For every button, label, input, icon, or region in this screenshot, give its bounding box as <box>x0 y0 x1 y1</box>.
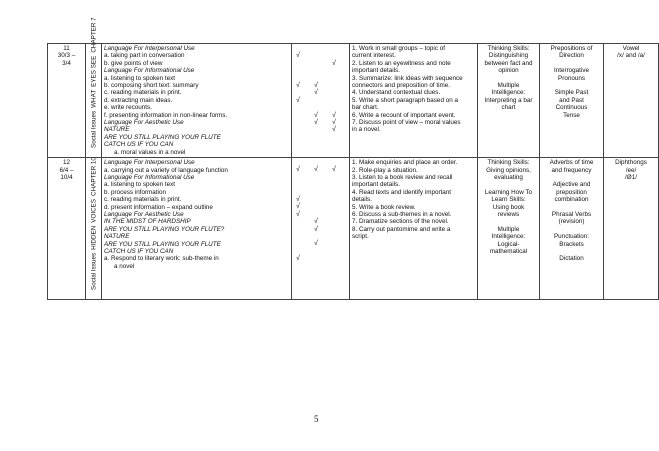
activity-line: 2. Role-play a situation. <box>352 166 418 174</box>
activity-line: 2. Listen to an eyewitness and note <box>352 59 451 67</box>
activity-line: important details. <box>352 181 400 189</box>
activity-line: 4. Understand contextual clues. <box>352 89 441 97</box>
check-mark-icon: √ <box>332 126 336 134</box>
skill-line: Using book <box>492 203 525 211</box>
grammar-line: Adjective and <box>552 181 591 189</box>
learning-outcome-line: f. presenting information in non-linear forms. <box>104 111 228 119</box>
skill-line: Interpreting a bar <box>484 96 533 104</box>
grammar-line: (revision) <box>558 218 585 226</box>
activity-line: 7. Discuss point of view – moral values <box>352 119 461 127</box>
skills-cell <box>478 44 540 158</box>
sound-system-cell <box>604 158 659 300</box>
learning-outcome-line: b. give points of view <box>104 59 163 67</box>
learning-outcome-line: a. listening to spoken text <box>104 181 176 189</box>
theme-vertical-text <box>90 14 97 148</box>
grammar-line <box>542 226 601 233</box>
week-line: 3/4 <box>62 59 71 67</box>
theme-part: EYES SEE <box>90 55 97 87</box>
skill-line: Distinguishing <box>488 52 529 60</box>
activity-line: 1. Work in small groups – topic of <box>352 45 445 52</box>
grammar-line: Simple Past <box>554 89 589 97</box>
activity-line: 3. Listen to a book review and recall <box>352 173 453 181</box>
learning-outcome-line: a. taking part in conversation <box>104 52 185 60</box>
activity-line: important details. <box>352 67 400 75</box>
activity-line: current interest. <box>352 52 396 60</box>
learning-outcome-line: Language For Aesthetic Use <box>104 210 184 218</box>
theme-cell <box>86 158 102 300</box>
activity-line: 5. Write a book review. <box>352 203 416 211</box>
learning-outcome-line: b. composing short text: summary <box>104 82 199 90</box>
learning-outcome-line: IN THE MIDST OF HARDSHIP <box>104 218 191 226</box>
grammar-line <box>542 174 601 181</box>
learning-outcome-line: a. moral values in a novel <box>114 148 186 156</box>
activity-line: in a novel. <box>352 126 381 134</box>
sound-line: /x/ and /a/ <box>617 52 645 60</box>
learning-outcome-line: a. listening to spoken text <box>104 74 176 82</box>
activity-line: 4. Read texts and identify important <box>352 188 452 196</box>
skill-line: mathematical <box>489 247 528 255</box>
learning-outcome-line: CATCH US IF YOU CAN <box>104 141 174 149</box>
theme-part: WHAT <box>90 89 97 108</box>
check-mark-icon: √ <box>296 196 300 204</box>
skill-line: opinion <box>498 67 519 75</box>
grammar-cell <box>540 44 604 158</box>
activity-line: 6. Discuss a sub-themes in a novel. <box>352 210 452 218</box>
skill-line: reviews <box>497 210 520 218</box>
skill-line: between fact and <box>484 59 533 67</box>
theme-part: CHAPTER 7 <box>90 17 97 53</box>
sound-system-cell <box>604 44 659 158</box>
learning-outcome-line: ARE YOU STILL PLAYING YOUR FLUTE? <box>104 225 225 233</box>
grammar-line <box>542 60 601 67</box>
activities-cell <box>350 158 478 300</box>
check-mark-icon: √ <box>296 52 300 60</box>
grammar-line: Prepositions of <box>550 45 593 52</box>
check-mark-icon: √ <box>314 82 318 89</box>
learning-outcome-line: a. carrying out a variety of language function <box>104 166 228 174</box>
learning-outcomes-cell <box>102 158 292 300</box>
grammar-line: Adverbs of time <box>549 159 594 167</box>
scheme-of-work-table <box>47 17 659 300</box>
check-mark-icon: √ <box>296 96 300 104</box>
skills-cell <box>478 158 540 300</box>
week-line: 12 <box>62 159 70 167</box>
check-mark-icon: √ <box>332 111 336 119</box>
grammar-line <box>542 82 601 89</box>
check-mark-icon: √ <box>332 59 336 67</box>
skill-line: Learning How To <box>484 188 533 196</box>
theme-part: VOICES <box>90 199 97 223</box>
check-mark-icon: √ <box>296 203 300 211</box>
check-mark-icon: √ <box>314 111 318 119</box>
theme-part: Social Issues <box>90 252 97 291</box>
grammar-line: Pronouns <box>558 74 585 82</box>
grammar-line <box>542 204 601 211</box>
skill-line: Giving opinions, <box>486 166 531 174</box>
skill-line <box>480 218 537 225</box>
check-mark-icon: √ <box>296 82 300 89</box>
learning-outcome-line: a novel <box>114 262 135 270</box>
page-number: 5 <box>314 414 319 424</box>
theme-part: CHAPTER 10 <box>90 157 97 197</box>
learning-outcome-line: e. write recounts. <box>104 104 152 112</box>
week-line: 6/4 – <box>59 166 74 174</box>
activity-line: connectors and preposition of time. <box>352 82 451 90</box>
check-mark-icon: √ <box>314 89 318 97</box>
skill-line: chart <box>501 104 516 112</box>
grammar-line: Punctuation: <box>553 233 589 241</box>
sound-line: Diphthongs <box>615 159 647 167</box>
check-mark-icon: √ <box>332 119 336 126</box>
activity-line: 1. Make enquiries and place an order. <box>352 159 458 167</box>
theme-cell <box>86 17 102 158</box>
learning-outcome-line: c. reading materials in print. <box>104 89 182 97</box>
learning-outcome-line: Language For Informational Use <box>104 67 195 75</box>
grammar-line: Phrasal Verbs <box>551 210 592 218</box>
grammar-line: combination <box>554 196 589 204</box>
grammar-line: Tense <box>563 111 580 119</box>
check-mark-icon: √ <box>314 240 318 248</box>
grammar-line <box>542 248 601 255</box>
skill-line <box>480 181 537 188</box>
week-row <box>48 158 659 300</box>
activity-line: 6. Write a recount of important event. <box>352 111 456 119</box>
check-mark-icon: √ <box>314 218 318 226</box>
week-line: 10/4 <box>60 173 73 181</box>
check-mark-icon: √ <box>332 166 336 174</box>
grammar-line: Dictation <box>559 255 584 263</box>
learning-outcome-line: Language For Interpersonal Use <box>104 45 195 52</box>
learning-outcome-line: NATURE <box>104 233 130 241</box>
check-mark-icon: √ <box>296 166 300 174</box>
learning-outcome-line: CATCH US IF YOU CAN <box>104 247 174 255</box>
learning-outcome-line: c. reading materials in print. <box>104 196 182 204</box>
learning-outcome-line: d. present information – expand outline <box>104 203 213 211</box>
skill-line: Learn Skills: <box>491 196 526 204</box>
learning-outcome-line: d. extracting main ideas. <box>104 96 173 104</box>
skill-line: Logical- <box>497 240 520 248</box>
check-mark-icon: √ <box>314 119 318 126</box>
theme-part: HIDDEN <box>90 225 97 250</box>
learning-outcome-line: a. Respond to literary work: sub-theme in <box>104 255 219 263</box>
grammar-line: preposition <box>556 188 587 196</box>
grammar-line: Continuous <box>555 104 588 112</box>
check-mark-icon: √ <box>296 210 300 218</box>
grammar-line: Direction <box>559 52 584 60</box>
week-cell <box>48 44 86 158</box>
learning-outcome-line: ARE YOU STILL PLAYING YOUR FLUTE <box>104 133 221 141</box>
learning-outcomes-cell <box>102 44 292 158</box>
activity-line: script. <box>352 233 369 241</box>
sound-line: Vowel <box>622 45 640 52</box>
theme-vertical-text <box>90 154 97 290</box>
grammar-line: Brackets <box>559 240 584 248</box>
skill-line: Intelligence: <box>491 233 526 241</box>
learning-outcome-line: Language For Aesthetic Use <box>104 119 184 127</box>
grammar-line: Interrogative <box>553 67 589 75</box>
activity-line: 8. Carry out pantomime and write a <box>352 225 451 233</box>
theme-part: Social Issues <box>90 110 97 149</box>
learning-outcome-line: Language For Informational Use <box>104 173 195 181</box>
week-line: 11 <box>63 45 70 52</box>
check-mark-icon: √ <box>314 166 318 174</box>
activity-line: 5. Write a short paragraph based on a <box>352 96 458 104</box>
activity-line: details. <box>352 196 372 204</box>
grammar-line: and Past <box>559 96 584 104</box>
skill-line <box>480 75 537 82</box>
week-line: 30/3 – <box>57 52 76 60</box>
activity-line: 7. Dramatize sections of the novel. <box>352 218 449 226</box>
grammar-cell <box>540 158 604 300</box>
skill-line: Intelligence: <box>491 89 526 97</box>
skill-line: Multiple <box>497 225 520 233</box>
level-ticks-cell <box>292 44 350 158</box>
activity-line: bar chart. <box>352 104 379 112</box>
grammar-line: and frequency <box>551 166 592 174</box>
skill-line: evaluating <box>494 173 523 181</box>
learning-outcome-line: ARE YOU STILL PLAYING YOUR FLUTE <box>104 240 221 248</box>
learning-outcome-line: b. process information <box>104 188 166 196</box>
check-mark-icon: √ <box>296 255 300 263</box>
activities-cell <box>350 44 478 158</box>
skill-line: Multiple <box>497 82 520 90</box>
learning-outcome-line: Language For Interpersonal Use <box>104 159 195 167</box>
level-ticks-cell <box>292 158 350 300</box>
sound-line: /Ø1/ <box>625 173 637 181</box>
week-cell <box>48 158 86 300</box>
skill-line: Thinking Skills: <box>487 159 530 167</box>
week-row <box>48 44 659 158</box>
sound-line: /ee/ <box>625 166 637 174</box>
check-mark-icon: √ <box>314 225 318 233</box>
learning-outcome-line: NATURE <box>104 126 130 134</box>
skill-line: Thinking Skills: <box>487 45 530 52</box>
activity-line: 3. Summarize: link ideas with sequence <box>352 74 463 82</box>
